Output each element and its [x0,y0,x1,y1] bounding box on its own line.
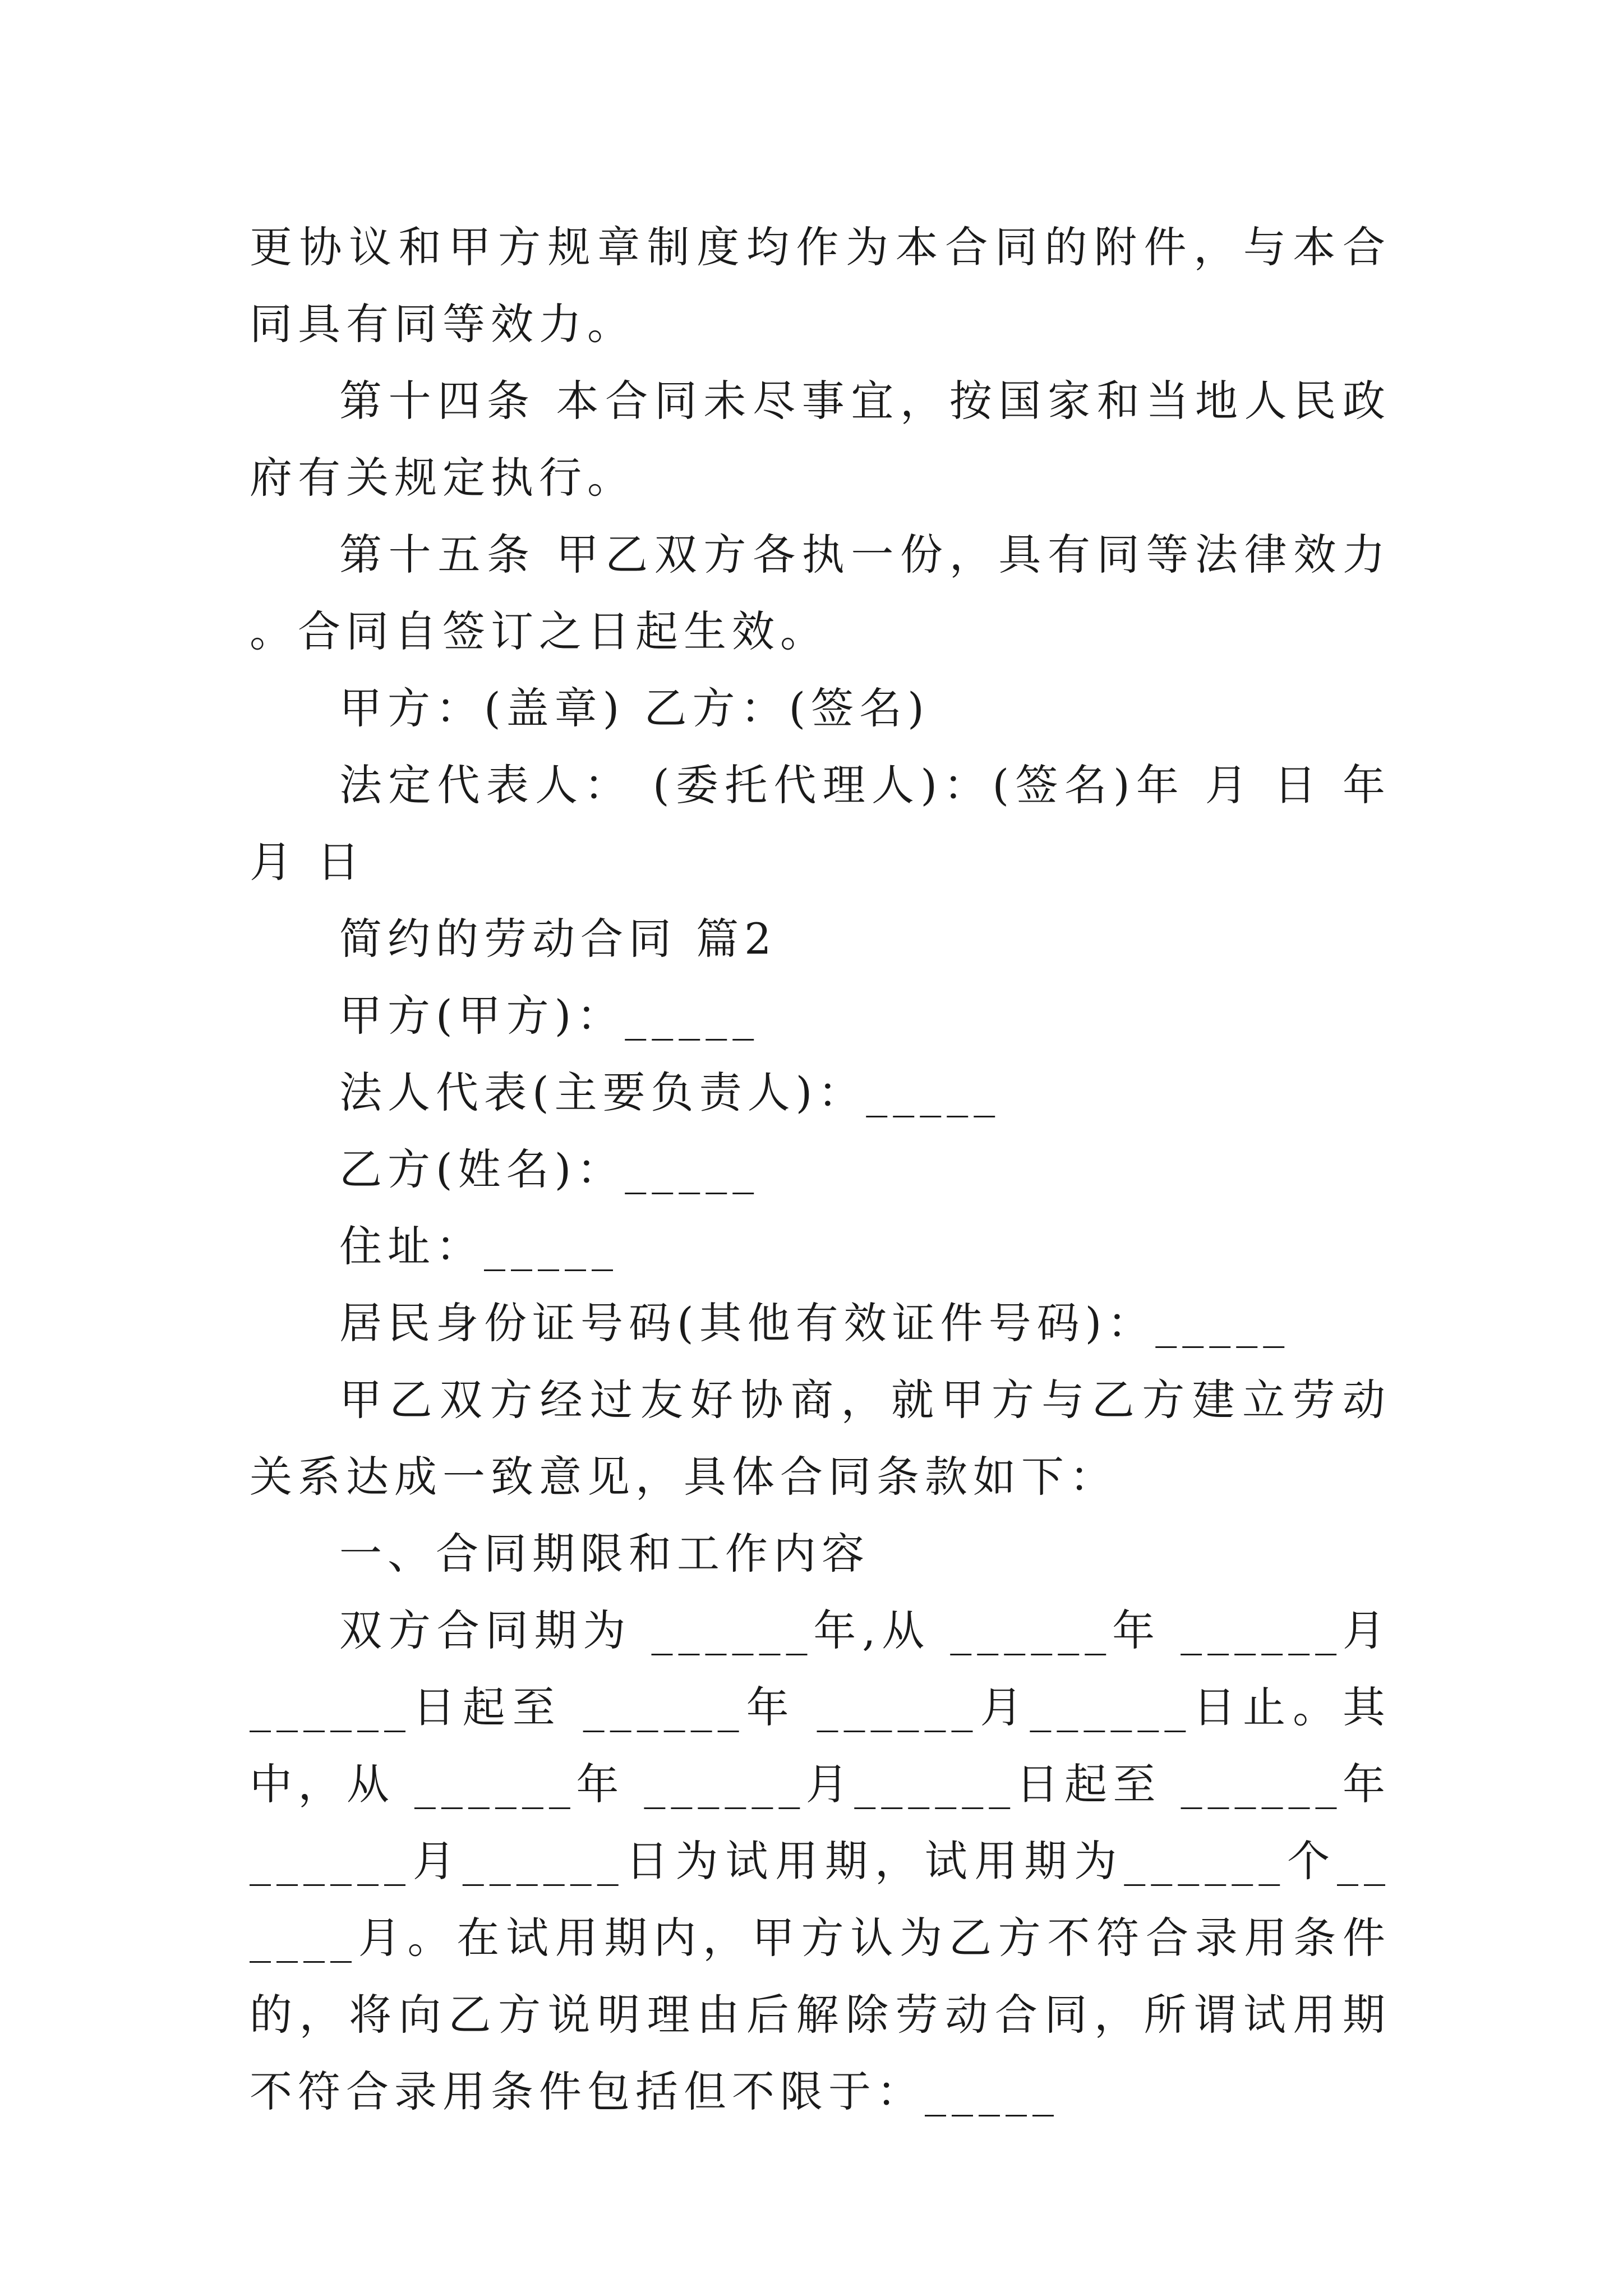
paragraph-contract-term: 双方合同期为 ______年,从 ______年 ______月______日起至 ______年 ______月______日止。其中，从 ______年 ______月______日起至 ______年 ______月______日为试用期，试用期为______个______月。在试用期内，甲方认为乙方不符合录用条件的，将向乙方说明理由后解除劳动合同，所谓试用期不符合录用条件包括但不限于：_____ [250,1605,1391,2116]
section-heading-term-and-work: 一、合同期限和工作内容 [339,1529,870,1579]
paragraph-article-14: 第十四条 本合同未尽事宜，按国家和当地人民政府有关规定执行。 [250,376,1391,503]
paragraph-signature-parties: 甲方：(盖章) 乙方：(签名) [339,683,930,733]
field-id-number: 居民身份证号码(其他有效证件号码)：_____ [339,1298,1290,1348]
paragraph-attachment-effect: 更协议和甲方规章制度均作为本合同的附件，与本合同具有同等效力。 [250,222,1391,349]
section-heading-contract-2: 简约的劳动合同 篇2 [339,914,777,964]
field-address: 住址：_____ [339,1221,619,1271]
field-legal-representative: 法人代表(主要负责人)：_____ [339,1068,1001,1117]
paragraph-agreement-intro: 甲乙双方经过友好协商，就甲方与乙方建立劳动关系达成一致意见，具体合同条款如下： [250,1375,1391,1502]
paragraph-legal-representative: 法定代表人： (委托代理人)：(签名)年 月 日 年 月 日 [250,760,1391,887]
field-party-a: 甲方(甲方)：_____ [339,991,760,1041]
field-party-b-name: 乙方(姓名)：_____ [339,1144,760,1194]
document-body [250,209,1391,2130]
paragraph-article-15: 第十五条 甲乙双方各执一份，具有同等法律效力。合同自签订之日起生效。 [250,530,1391,656]
